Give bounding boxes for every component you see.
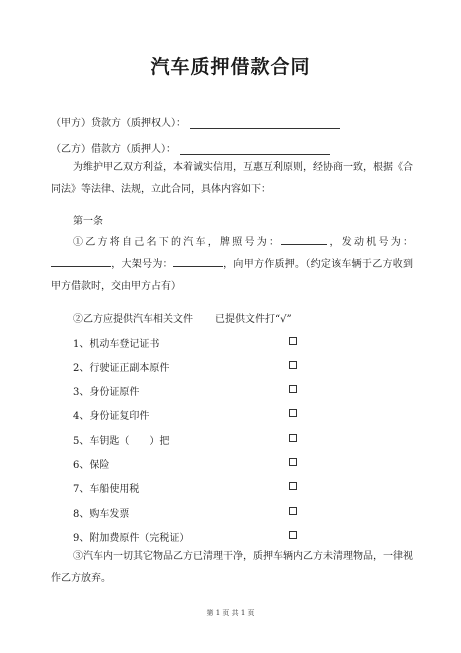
document-item-3: 3、身份证原件 (73, 387, 140, 398)
checkbox-item-7[interactable] (289, 482, 297, 490)
checkbox-item-9[interactable] (289, 531, 297, 539)
clause-2-right: 已提供文件打“√” (215, 314, 292, 325)
checkbox-item-2[interactable] (289, 361, 297, 369)
party-a-blank (190, 117, 340, 129)
document-item-7: 7、车船使用税 (73, 484, 140, 495)
clause-3-paragraph: ③汽车内一切其它物品乙方已清理干净，质押车辆内乙方未清理物品，一律视作乙方放弃。 (51, 551, 413, 584)
plate-number-blank (281, 233, 327, 245)
clause-1-paragraph (51, 232, 413, 298)
document-item-1: 1、机动车登记证书 (73, 339, 160, 350)
page-footer: 第 1 页 共 1 页 (206, 609, 255, 617)
checkbox-item-6[interactable] (289, 458, 297, 466)
document-item-2: 2、行驶证正副本原件 (73, 363, 170, 374)
document-item-5: 5、车钥匙（ ）把 (73, 436, 170, 447)
clause-1-text-3: ，大架号为： (111, 259, 173, 270)
party-a-line (51, 114, 340, 129)
document-item-6: 6、保险 (73, 460, 110, 471)
document-item-8: 8、购车发票 (73, 509, 130, 520)
checkbox-item-3[interactable] (289, 385, 297, 393)
party-b-blank (180, 143, 330, 155)
party-b-line (51, 140, 330, 155)
intro-paragraph: 为维护甲乙双方利益，本着诚实信用，互惠互利原则，经协商一致，根据《合同法》等法律、法规，立此合同，具体内容如下： (51, 162, 413, 195)
clause-2-left: ②乙方应提供汽车相关文件 (73, 314, 193, 325)
checkbox-item-4[interactable] (289, 409, 297, 417)
article-1-heading: 第一条 (73, 216, 103, 227)
contract-title: 汽车质押借款合同 (150, 56, 311, 78)
document-item-9: 9、附加费原件（完税证） (73, 533, 190, 544)
clause-2-heading (73, 310, 292, 325)
clause-1-text-2: ，发动机号为： (327, 237, 413, 248)
party-a-label: （甲方）贷款方（质押权人）： (51, 118, 186, 129)
clause-1-text-4: ，向甲方作质押。（约定该车辆于乙方收到甲方借款时，交由甲方占有） (51, 259, 414, 292)
checkbox-item-5[interactable] (289, 434, 297, 442)
checkbox-item-8[interactable] (289, 507, 297, 515)
document-item-4: 4、身份证复印件 (73, 411, 150, 422)
clause-1-text-1: ①乙方将自己名下的汽车，牌照号为： (73, 237, 282, 248)
frame-number-blank (173, 255, 223, 267)
party-b-label: （乙方）借款方（质押人）： (51, 144, 176, 155)
checkbox-item-1[interactable] (289, 337, 297, 345)
engine-number-blank (51, 255, 111, 267)
